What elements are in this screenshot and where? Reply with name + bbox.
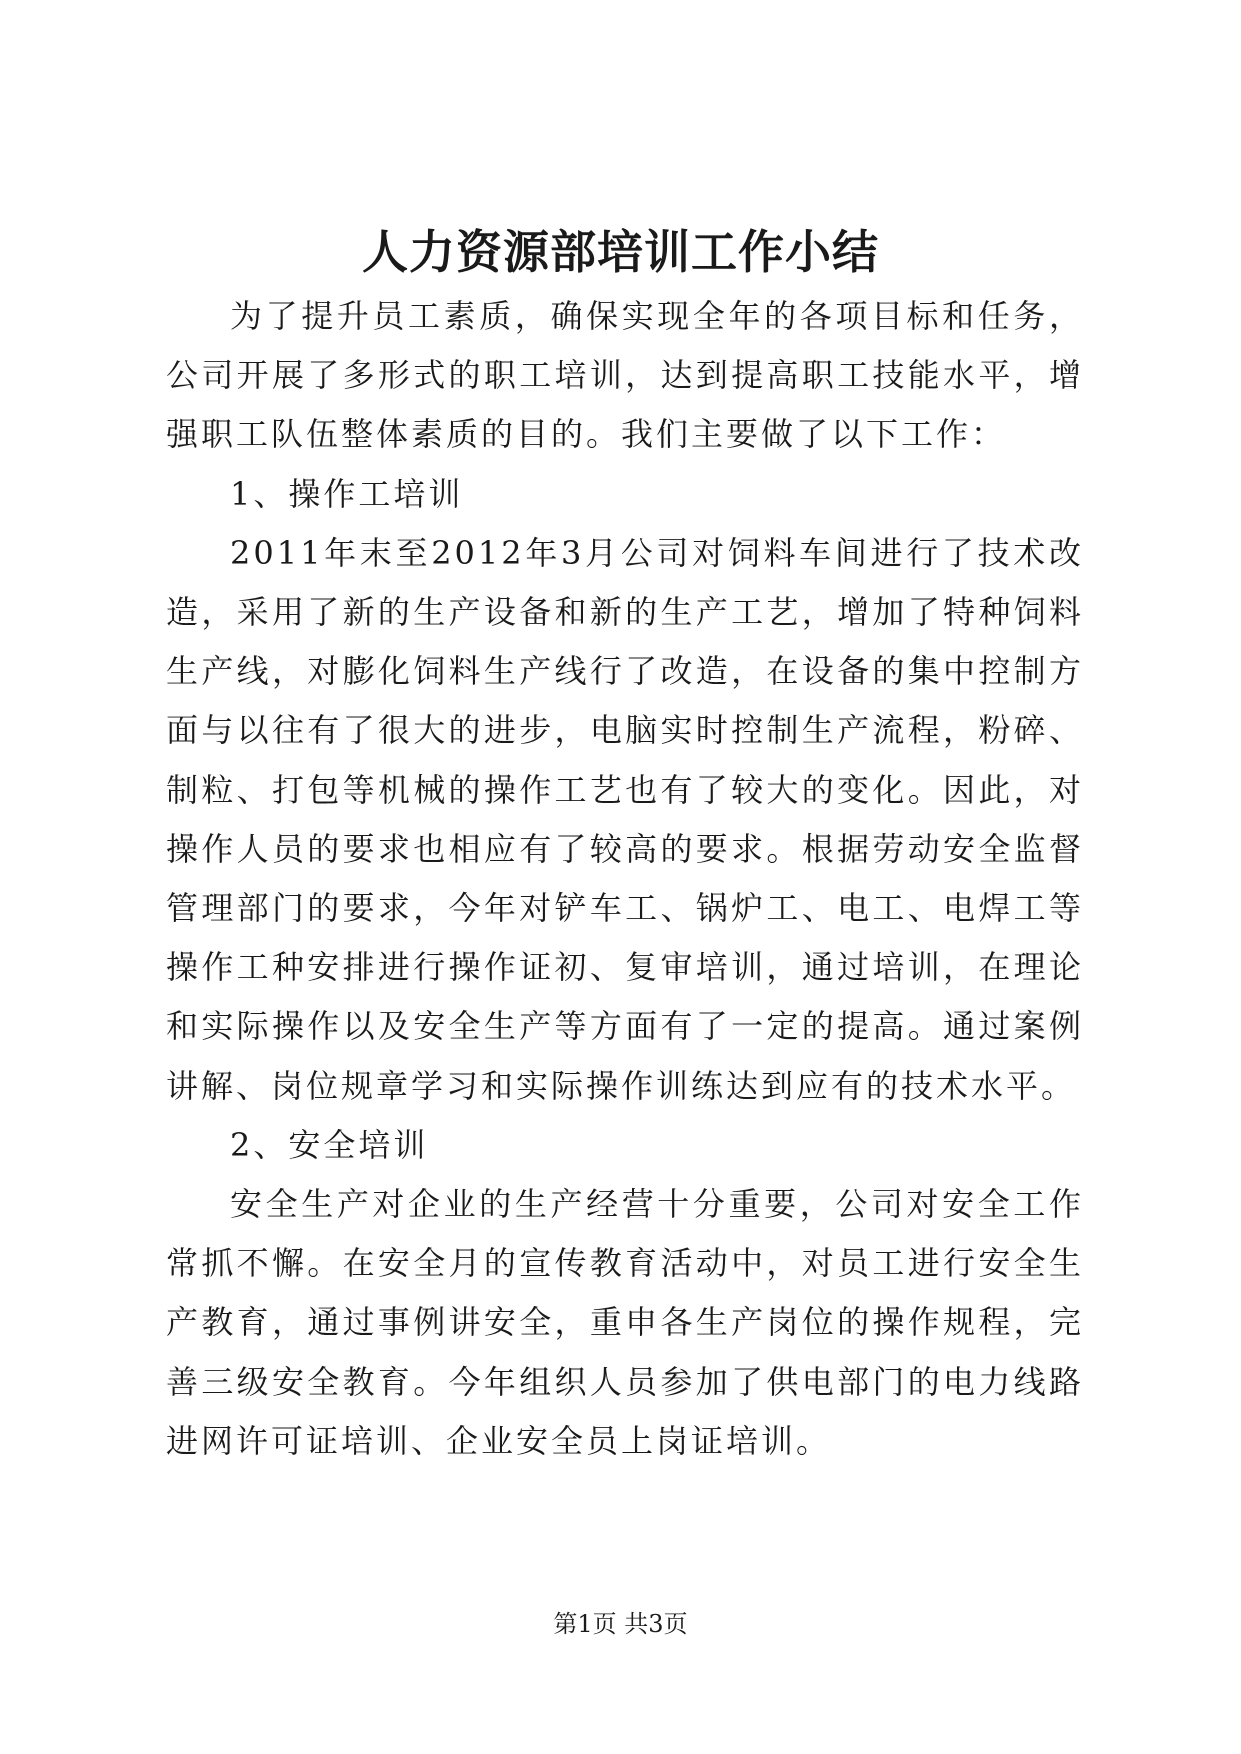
paragraph-operator-training: 2011年末至2012年3月公司对饲料车间进行了技术改造，采用了新的生产设备和新的生产工艺，增加了特种饲料生产线，对膨化饲料生产线行了改造，在设备的集中控制方面与以往有了很大的进步，电脑实时控制生产流程，粉碎、制粒、打包等机械的操作工艺也有了较大的变化。因此，对操作人员的要求也相应有了较高的要求。根据劳动安全监督管理部门的要求，今年对铲车工、锅炉工、电工、电焊工等操作工种安排进行操作证初、复审培训，通过培训，在理论和实际操作以及安全生产等方面有了一定的提高。通过案例讲解、岗位规章学习和实际操作训练达到应有的技术水平。: [166, 533, 1084, 1105]
section-heading-safety-training: 2、安全培训: [230, 1125, 429, 1164]
document-body: [166, 287, 1084, 1471]
paragraph-safety-training: 安全生产对企业的生产经营十分重要，公司对安全工作常抓不懈。在安全月的宣传教育活动中，对员工进行安全生产教育，通过事例讲安全，重申各生产岗位的操作规程，完善三级安全教育。今年组织人员参加了供电部门的电力线路进网许可证培训、企业安全员上岗证培训。: [166, 1185, 1084, 1460]
page-number-footer: 第1页 共3页: [553, 1610, 688, 1638]
section-heading-operator-training: 1、操作工培训: [230, 474, 464, 513]
paragraph-intro: 为了提升员工素质，确保实现全年的各项目标和任务，公司开展了多形式的职工培训，达到提高职工技能水平，增强职工队伍整体素质的目的。我们主要做了以下工作：: [166, 297, 1084, 454]
document-title: 人力资源部培训工作小结: [362, 225, 879, 279]
